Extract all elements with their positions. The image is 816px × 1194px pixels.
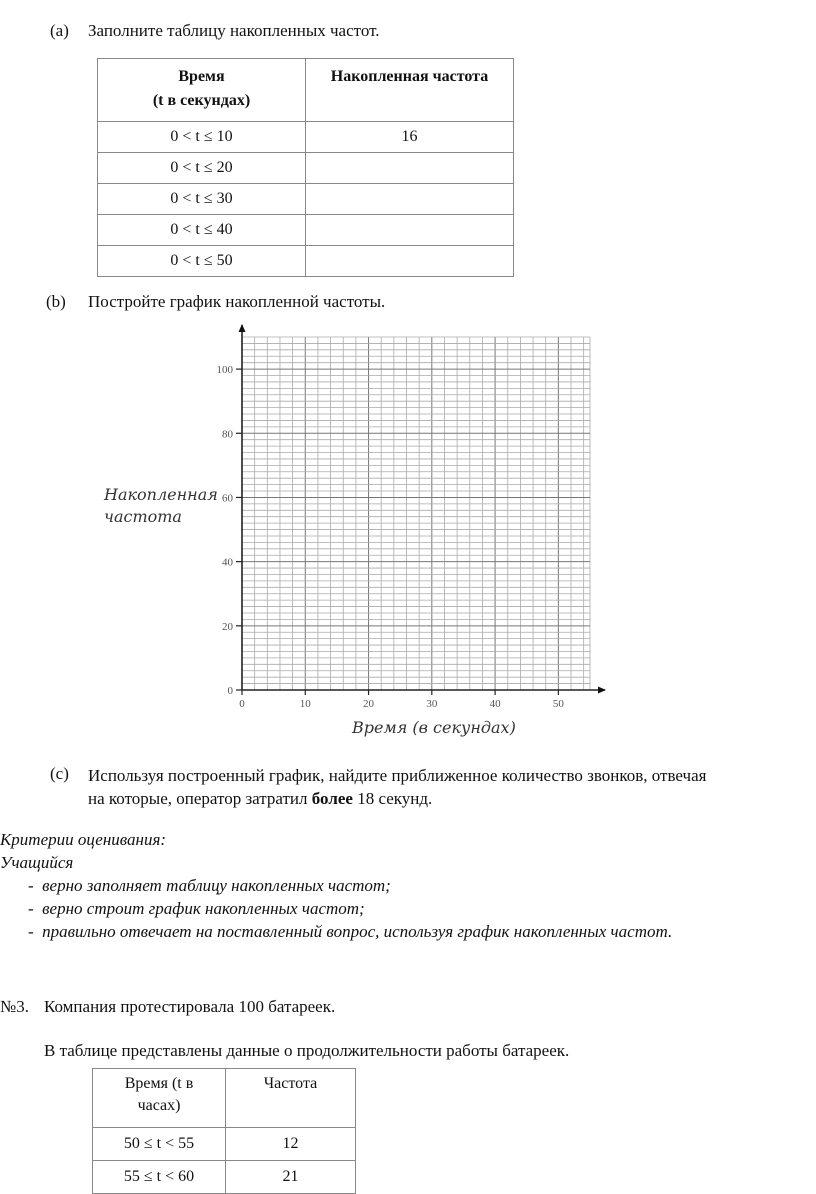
- axes: [239, 324, 607, 694]
- x-tick-label: 40: [489, 698, 501, 710]
- header-time-line1: Время: [178, 68, 225, 85]
- header-time-line1: Время (t в: [124, 1075, 194, 1092]
- criteria-item-text: правильно отвечает на поставленный вопрос, используя график накопленных частот.: [42, 922, 673, 941]
- criteria-block: [0, 828, 672, 943]
- problem3-intro: В таблице представлены данные о продолжительности работы батареек.: [44, 1041, 570, 1060]
- criteria-item: - верно строит график накопленных частот;: [28, 899, 365, 918]
- criteria-subject: Учащийся: [0, 853, 74, 872]
- part-c-bold: более: [311, 789, 353, 808]
- problem3-number: №3.: [0, 997, 29, 1016]
- interval-cell: 0 < t ≤ 50: [98, 246, 306, 277]
- y-axis-label-line1: Накопленная: [104, 485, 218, 504]
- interval-cell: 0 < t ≤ 10: [98, 122, 306, 153]
- problem3-statement: Компания протестировала 100 батареек.: [44, 997, 336, 1016]
- value-cell[interactable]: 16: [306, 122, 514, 153]
- part-a-label: (a): [50, 21, 69, 40]
- table-row: [93, 1128, 356, 1161]
- part-c-line1: Используя построенный график, найдите приближенное количество звонков, отвечая: [88, 766, 707, 785]
- interval-cell: 50 ≤ t < 55: [93, 1128, 226, 1161]
- value-cell: 12: [226, 1128, 356, 1161]
- part-b-prompt: Постройте график накопленной частоты.: [88, 292, 386, 311]
- interval-cell: 0 < t ≤ 30: [98, 184, 306, 215]
- header-time-line2: (t в секундах): [152, 92, 251, 109]
- part-c-line2-end: 18 секунд.: [352, 789, 433, 808]
- y-tick-label: 100: [216, 364, 233, 377]
- value-cell: 21: [226, 1161, 356, 1194]
- x-tick-label: 20: [363, 698, 375, 710]
- interval-cell: 0 < t ≤ 40: [98, 215, 306, 246]
- part-b-label: (b): [46, 292, 66, 311]
- header-frequency: Частота: [226, 1069, 356, 1128]
- header-time-line2: часах): [137, 1097, 181, 1114]
- criteria-item-text: верно строит график накопленных частот;: [42, 899, 365, 918]
- y-tick-label: 20: [222, 620, 233, 633]
- x-tick-label: 30: [426, 698, 438, 710]
- y-tick-label: 60: [222, 492, 233, 505]
- criteria-title: Критерии оценивания:: [0, 830, 167, 849]
- part-c-label: (c): [50, 764, 69, 783]
- y-axis-arrow-icon: [239, 324, 246, 332]
- y-tick-label: 40: [222, 556, 233, 569]
- criteria-item: - правильно отвечает на поставленный вопрос, используя график накопленных частот.: [28, 922, 673, 941]
- interval-cell: 55 ≤ t < 60: [93, 1161, 226, 1194]
- x-axis-label: Время (в секундах): [352, 718, 516, 737]
- x-tick-label: 0: [239, 698, 245, 710]
- x-tick-label: 10: [299, 698, 311, 710]
- criteria-item-text: верно заполняет таблицу накопленных частот;: [42, 876, 391, 895]
- x-axis-arrow-icon: [598, 687, 606, 694]
- table-header-row: [93, 1069, 356, 1128]
- y-axis-label-line2: частота: [104, 507, 182, 526]
- battery-frequency-table: [92, 1068, 356, 1194]
- part-c-line2: на которые, оператор затратил: [88, 789, 312, 808]
- header-time: [93, 1069, 226, 1128]
- header-cumulative-text: Накопленная частота: [330, 68, 489, 85]
- grid: [242, 337, 590, 690]
- y-tick-label: 80: [222, 428, 233, 441]
- part-c-text: [88, 764, 706, 810]
- interval-cell: 0 < t ≤ 20: [98, 153, 306, 184]
- x-tick-label: 50: [552, 698, 564, 710]
- y-tick-label: 0: [227, 685, 233, 697]
- part-a-prompt: Заполните таблицу накопленных частот.: [88, 21, 380, 40]
- criteria-item: - верно заполняет таблицу накопленных частот;: [28, 876, 391, 895]
